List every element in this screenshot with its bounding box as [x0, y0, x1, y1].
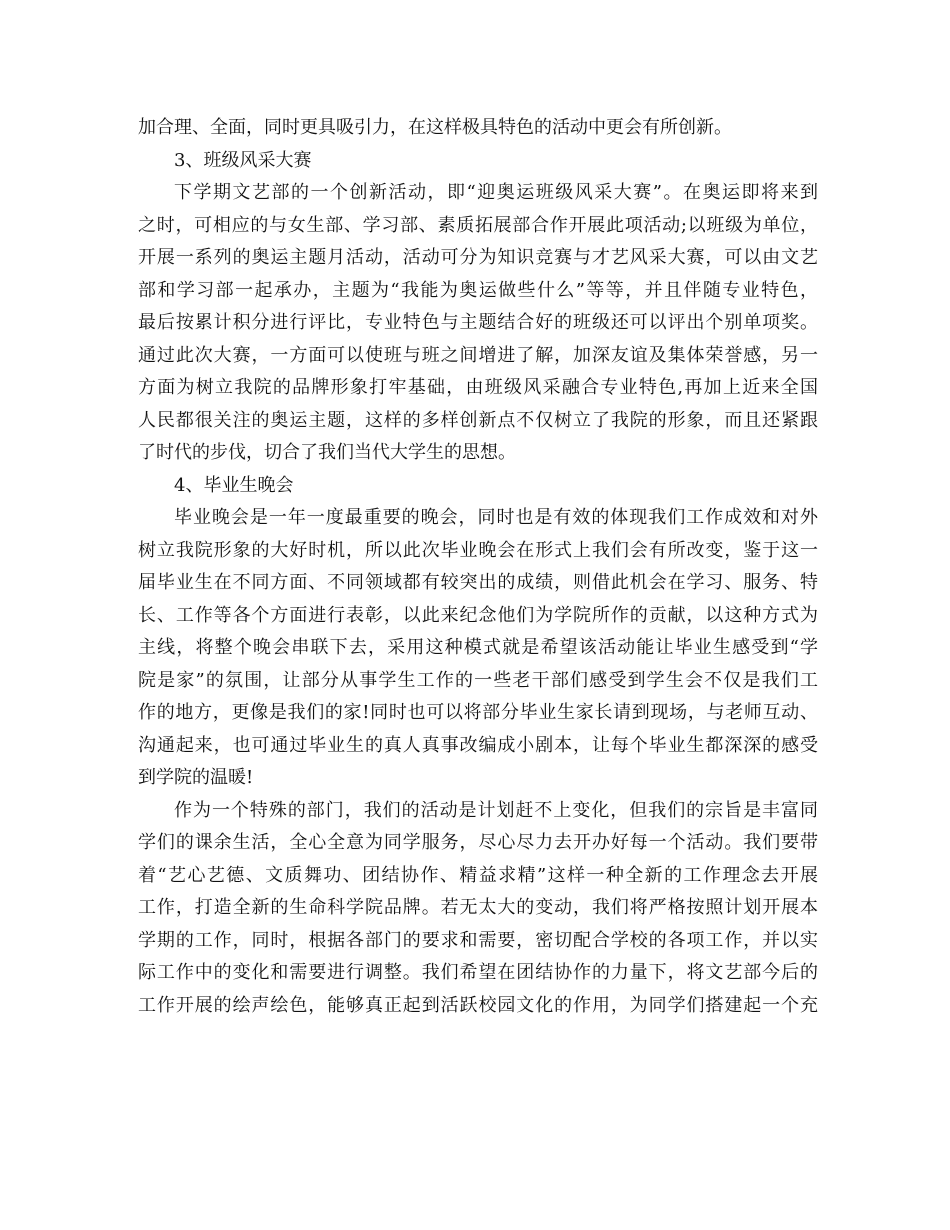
- text-line: 院是家”的氛围，让部分从事学生工作的一些老干部们感受到学生会不仅是我们工: [138, 669, 818, 691]
- text-line: 作的地方，更像是我们的家!同时也可以将部分毕业生家长请到现场，与老师互动、: [138, 702, 818, 723]
- text-line: 了时代的步伐，切合了我们当代大学生的思想。: [138, 442, 516, 463]
- text-line: 人民都很关注的奥运主题，这样的多样创新点不仅树立了我院的形象，而且还紧跟: [138, 409, 818, 431]
- text-line: 长、工作等各个方面进行表彰，以此来纪念他们为学院所作的贡献，以这种方式为: [138, 604, 818, 626]
- text-line: 部和学习部一起承办，主题为“我能为奥运做些什么”等等，并且伴随专业特色，: [138, 279, 818, 301]
- text-line: 加合理、全面，同时更具吸引力，在这样极具特色的活动中更会有所创新。: [138, 117, 732, 138]
- text-line: 方面为树立我院的品牌形象打牢基础，由班级风采融合专业特色,再加上近来全国: [138, 377, 818, 398]
- text-line: 之时，可相应的与女生部、学习部、素质拓展部合作开展此项活动;以班级为单位，: [138, 214, 818, 236]
- paragraph-continuation: [138, 112, 818, 145]
- paragraph-conclusion: [138, 795, 818, 1023]
- text-line: 主线，将整个晚会串联下去，采用这种模式就是希望该活动能让毕业生感受到“学: [138, 637, 818, 658]
- section-heading-graduation-party: 4、毕业生晚会: [174, 474, 294, 496]
- text-line: 毕业晚会是一年一度最重要的晚会，同时也是有效的体现我们工作成效和对外: [174, 507, 818, 528]
- text-line: 开展一系列的奥运主题月活动，活动可分为知识竞赛与才艺风采大赛，可以由文艺: [138, 247, 818, 268]
- paragraph-class-style-contest: [138, 177, 818, 470]
- text-line: 学们的课余生活，全心全意为同学服务，尽心尽力去开办好每一个活动。我们要带: [138, 832, 818, 853]
- paragraph-graduation-party: [138, 502, 818, 795]
- text-line: 最后按累计积分进行评比，专业特色与主题结合好的班级还可以评出个别单项奖。: [138, 312, 818, 333]
- text-line: 到学院的温暖!: [138, 767, 254, 788]
- text-line: 通过此次大赛，一方面可以使班与班之间增进了解，加深友谊及集体荣誉感，另一: [138, 344, 818, 366]
- text-line: 学期的工作，同时，根据各部门的要求和需要，密切配合学校的各项工作，并以实: [138, 929, 818, 951]
- text-line: 树立我院形象的大好时机，所以此次毕业晚会在形式上我们会有所改变，鉴于这一: [138, 539, 818, 561]
- section-heading-class-style-contest: 3、班级风采大赛: [174, 149, 312, 171]
- text-line: 沟通起来，也可通过毕业生的真人真事改编成小剧本，让每个毕业生都深深的感受: [138, 734, 818, 756]
- text-line: 工作开展的绘声绘色，能够真正起到活跃校园文化的作用，为同学们搭建起一个充: [138, 994, 818, 1016]
- text-line: 着“艺心艺德、文质舞功、团结协作、精益求精”这样一种全新的工作理念去开展: [138, 864, 818, 886]
- document-page: [138, 112, 818, 1022]
- text-line: 下学期文艺部的一个创新活动，即“迎奥运班级风采大赛”。在奥运即将来到: [174, 182, 818, 203]
- text-line: 作为一个特殊的部门，我们的活动是计划赶不上变化，但我们的宗旨是丰富同: [174, 799, 818, 821]
- text-line: 届毕业生在不同方面、不同领域都有较突出的成绩，则借此机会在学习、服务、特: [138, 572, 818, 593]
- text-line: 际工作中的变化和需要进行调整。我们希望在团结协作的力量下，将文艺部今后的: [138, 962, 818, 983]
- text-line: 工作，打造全新的生命科学院品牌。若无太大的变动，我们将严格按照计划开展本: [138, 897, 818, 918]
